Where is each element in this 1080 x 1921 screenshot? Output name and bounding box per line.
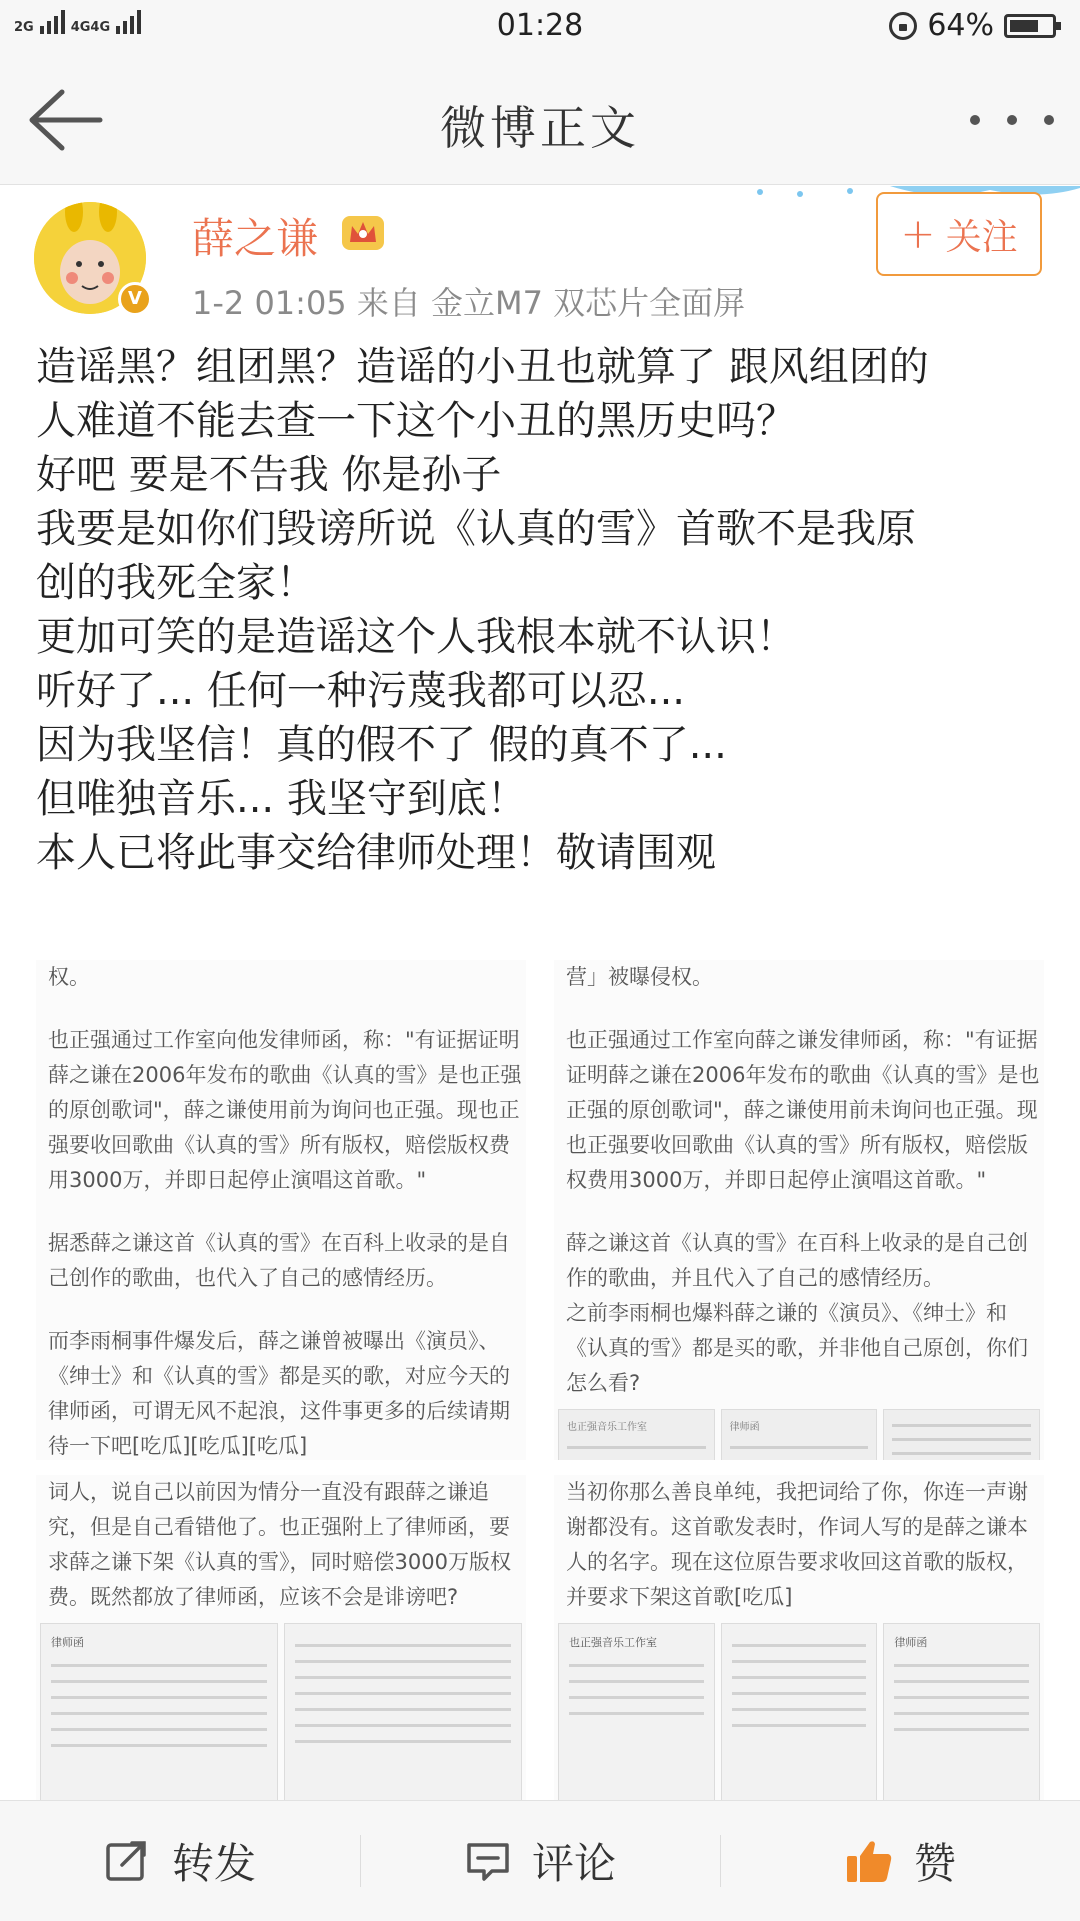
clock: 01:28 bbox=[496, 8, 584, 43]
doc-text: 权费用3000万，并即日起停止演唱这首歌。" bbox=[566, 1168, 987, 1192]
repost-label: 转发 bbox=[171, 1839, 256, 1888]
doc-text: 用3000万，并即日起停止演唱这首歌。" bbox=[48, 1168, 427, 1192]
doc-text: 究，但是自己看错他了。也正强附上了律师函，要 bbox=[48, 1515, 510, 1539]
doc-text: 据悉薛之谦这首《认真的雪》在百科上收录的是自 bbox=[48, 1231, 510, 1255]
post-line: 更加可笑的是造谣这个人我根本就不认识！ bbox=[36, 614, 796, 660]
rotation-lock-icon bbox=[889, 12, 917, 40]
letter-thumbnail bbox=[558, 1623, 715, 1800]
more-options-button[interactable] bbox=[970, 100, 1054, 140]
doc-text: 而李雨桐事件爆发后，薛之谦曾被曝出《演员》、 bbox=[48, 1329, 500, 1353]
doc-text: 作的歌曲，并且代入了自己的感情经历。 bbox=[566, 1266, 944, 1290]
page-title: 微博正文 bbox=[440, 101, 640, 155]
doc-text: 证明薛之谦在2006年发布的歌曲《认真的雪》是也 bbox=[566, 1063, 1040, 1087]
thumb-header: 律师函 bbox=[729, 1422, 760, 1433]
plus-icon: + bbox=[900, 209, 936, 258]
post-line: 造谣黑？组团黑？造谣的小丑也就算了 跟风组团的 bbox=[36, 344, 929, 390]
verified-badge-icon: V bbox=[118, 282, 152, 316]
nav-header bbox=[0, 56, 1080, 185]
doc-text: 律师函，可谓无风不起浪，这件事更多的后续请期 bbox=[48, 1399, 510, 1423]
dot-icon bbox=[1044, 115, 1054, 125]
letter-thumbnail bbox=[721, 1623, 878, 1800]
post-image-4[interactable] bbox=[554, 1475, 1044, 1800]
post-line: 人难道不能去查一下这个小丑的黑历史吗？ bbox=[36, 398, 796, 444]
action-bar bbox=[0, 1800, 1080, 1921]
letter-thumbnail bbox=[883, 1623, 1040, 1800]
doc-text: 也正强要收回歌曲《认真的雪》所有版权，赔偿版 bbox=[566, 1133, 1028, 1157]
image-grid bbox=[0, 960, 1080, 1800]
doc-text: 并要求下架这首歌[吃瓜] bbox=[566, 1585, 793, 1609]
doc-text: 也正强通过工作室向薛之谦发律师函，称："有证据 bbox=[566, 1028, 1038, 1052]
dot-icon bbox=[1007, 115, 1017, 125]
thumb-header: 律师函 bbox=[894, 1636, 928, 1649]
doc-text: 己创作的歌曲，也代入了自己的感情经历。 bbox=[48, 1266, 447, 1290]
comment-icon bbox=[464, 1837, 512, 1885]
signal-label-2: 4G4G bbox=[70, 20, 111, 35]
post-meta: 1-2 01:05 来自 金立M7 双芯片全面屏 bbox=[192, 284, 746, 322]
signal-label-1: 2G bbox=[14, 20, 34, 35]
doc-text: 怎么看? bbox=[566, 1371, 641, 1395]
like-label: 赞 bbox=[913, 1839, 956, 1888]
letter-thumbnail bbox=[284, 1623, 522, 1800]
doc-text: 当初你那么善良单纯，我把词给了你，你连一声谢 bbox=[566, 1480, 1028, 1504]
letter-thumbnail bbox=[883, 1409, 1040, 1460]
doc-text: 求薛之谦下架《认真的雪》，同时赔偿3000万版权 bbox=[48, 1550, 511, 1574]
dot-icon bbox=[970, 115, 980, 125]
post-image-3[interactable] bbox=[36, 1475, 526, 1800]
crown-icon bbox=[340, 212, 386, 254]
doc-text: 强要收回歌曲《认真的雪》所有版权，赔偿版权费 bbox=[48, 1133, 510, 1157]
doc-text: 薛之谦这首《认真的雪》在百科上收录的是自己创 bbox=[566, 1231, 1028, 1255]
thumb-header: 也正强音乐工作室 bbox=[567, 1422, 647, 1433]
letter-thumbnail bbox=[558, 1409, 715, 1460]
doc-text: 《认真的雪》都是买的歌，并非他自己原创，你们 bbox=[566, 1336, 1028, 1360]
repost-button[interactable] bbox=[0, 1801, 360, 1921]
repost-icon bbox=[104, 1837, 152, 1885]
doc-text: 《绅士》和《认真的雪》都是买的歌，对应今天的 bbox=[48, 1364, 510, 1388]
battery-icon bbox=[1004, 14, 1056, 38]
doc-text: 薛之谦在2006年发布的歌曲《认真的雪》是也正强 bbox=[48, 1063, 522, 1087]
thumbs-up-icon bbox=[844, 1836, 894, 1886]
doc-text: 费。既然都放了律师函，应该不会是诽谤吧? bbox=[48, 1585, 459, 1609]
comment-label: 评论 bbox=[531, 1839, 616, 1888]
letter-thumbnail bbox=[721, 1409, 878, 1460]
doc-text: 谢都没有。这首歌发表时，作词人写的是薛之谦本 bbox=[566, 1515, 1028, 1539]
follow-button[interactable] bbox=[876, 192, 1042, 276]
post-line: 创的我死全家！ bbox=[36, 560, 316, 606]
battery-percent: 64% bbox=[927, 8, 994, 43]
doc-text: 之前李雨桐也爆料薛之谦的《演员》、《绅士》和 bbox=[566, 1301, 1007, 1325]
doc-text: 权。 bbox=[48, 965, 90, 989]
doc-text: 的原创歌词"，薛之谦使用前为询问也正强。现也正 bbox=[48, 1098, 520, 1122]
doc-text: 人的名字。现在这位原告要求收回这首歌的版权， bbox=[566, 1550, 1028, 1574]
post-image-2[interactable] bbox=[554, 960, 1044, 1460]
post-text bbox=[36, 340, 1056, 880]
doc-text: 也正强通过工作室向他发律师函，称："有证据证明 bbox=[48, 1028, 520, 1052]
author-name[interactable]: 薛之谦 bbox=[192, 214, 319, 263]
doc-text: 正强的原创歌词"，薛之谦使用前未询问也正强。现 bbox=[566, 1098, 1038, 1122]
post-line: 因为我坚信！真的假不了 假的真不了... bbox=[36, 722, 727, 768]
post-line: 但唯独音乐... 我坚守到底！ bbox=[36, 776, 527, 822]
doc-text: 营」被曝侵权。 bbox=[566, 965, 713, 989]
follow-label: 关注 bbox=[945, 216, 1018, 258]
like-button[interactable] bbox=[720, 1801, 1080, 1921]
post-line: 好吧 要是不告我 你是孙子 bbox=[36, 452, 502, 498]
post-line: 本人已将此事交给律师处理！敬请围观 bbox=[36, 830, 716, 876]
post-image-1[interactable] bbox=[36, 960, 526, 1460]
thumb-header: 律师函 bbox=[51, 1636, 84, 1649]
letter-thumbnail bbox=[40, 1623, 278, 1800]
status-bar bbox=[0, 0, 1080, 56]
post-line: 听好了... 任何一种污蔑我都可以忍... bbox=[36, 668, 686, 714]
doc-text: 词人，说自己以前因为情分一直没有跟薛之谦追 bbox=[48, 1480, 489, 1504]
post-line: 我要是如你们毁谤所说《认真的雪》首歌不是我原 bbox=[36, 506, 916, 552]
comment-button[interactable] bbox=[360, 1801, 720, 1921]
thumb-header: 也正强音乐工作室 bbox=[569, 1636, 657, 1649]
doc-text: 待一下吧[吃瓜][吃瓜][吃瓜] bbox=[48, 1434, 308, 1458]
